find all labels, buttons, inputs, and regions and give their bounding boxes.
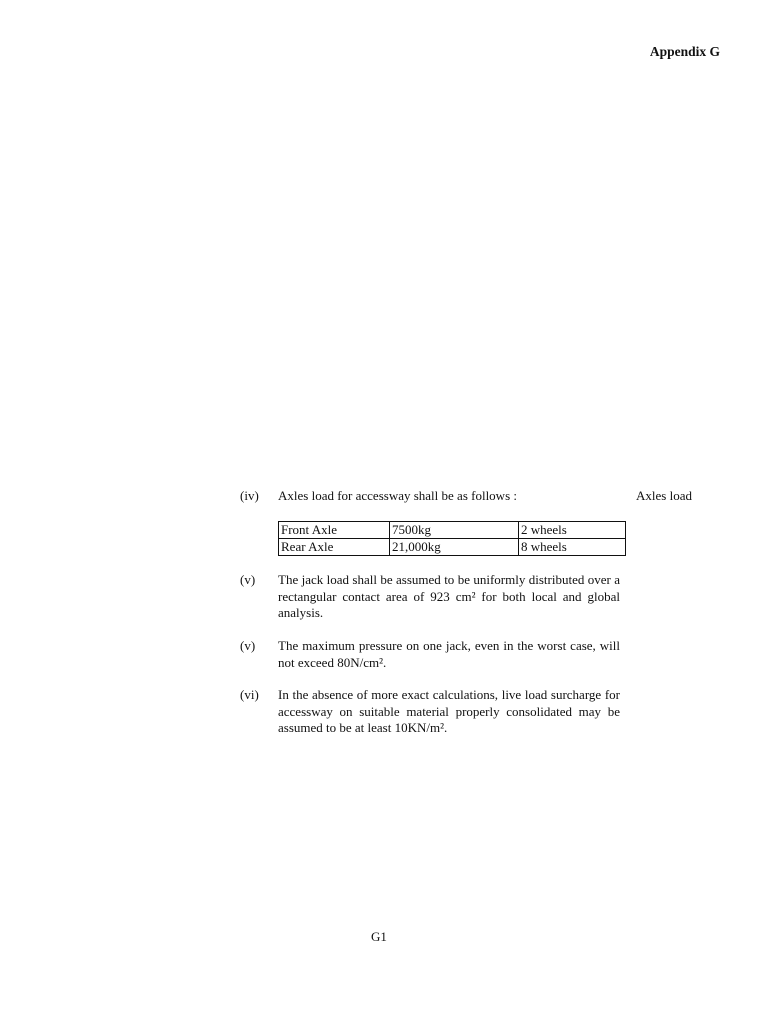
item-v-max-pressure (240, 638, 620, 671)
item-text: The jack load shall be assumed to be uniformly distributed over a rectangular contact area of 923 cm² for both local and global analysis. (278, 572, 620, 620)
table-cell: 7500kg (390, 522, 519, 539)
page-number: G1 (371, 929, 387, 944)
table-cell: 2 wheels (519, 522, 626, 539)
item-iv (240, 488, 620, 505)
axle-load-table (278, 521, 626, 556)
table-cell: Front Axle (279, 522, 390, 539)
item-v-jack-load (240, 572, 620, 622)
table-cell: 21,000kg (390, 539, 519, 556)
item-text: The maximum pressure on one jack, even in the worst case, will not exceed 80N/cm². (278, 638, 620, 670)
table-cell: Rear Axle (279, 539, 390, 556)
item-number: (vi) (240, 687, 259, 702)
table-cell: 8 wheels (519, 539, 626, 556)
table-row (279, 522, 626, 539)
item-number: (iv) (240, 488, 259, 503)
item-number: (v) (240, 638, 256, 653)
item-text: In the absence of more exact calculations, live load surcharge for accessway on suitable material properly consolidated may be assumed to be at least 10KN/m². (278, 687, 620, 735)
page-header: Appendix G (649, 44, 720, 59)
margin-note: Axles load (636, 488, 692, 503)
item-vi-surcharge (240, 687, 620, 737)
item-number: (v) (240, 572, 256, 587)
table-row (279, 539, 626, 556)
item-text: Axles load for accessway shall be as follows : (278, 488, 517, 503)
